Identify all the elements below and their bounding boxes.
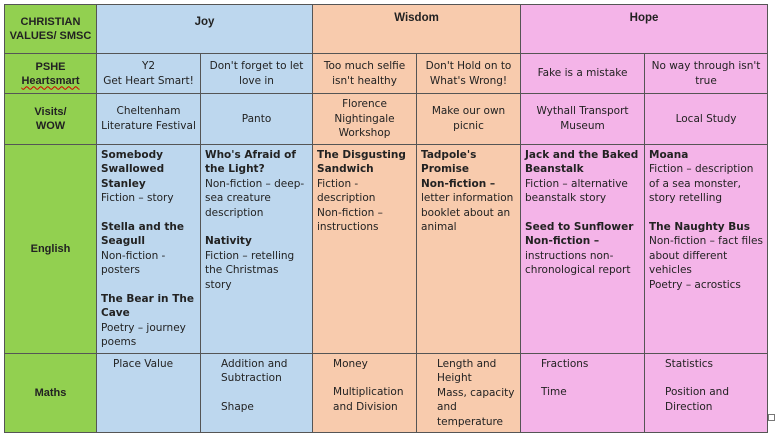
hope-header: Hope bbox=[521, 5, 768, 54]
genre-text: Non-fiction – fact files about different vehicles bbox=[649, 235, 763, 276]
pshe-hope-2: No way through isn't true bbox=[645, 54, 768, 94]
english-label: English bbox=[5, 144, 97, 353]
maths-joy-2 bbox=[201, 353, 313, 433]
maths-label: Maths bbox=[5, 353, 97, 433]
maths-row bbox=[5, 353, 768, 433]
maths-topic: Time bbox=[541, 386, 567, 398]
maths-topic: Addition and Subtraction bbox=[221, 357, 288, 384]
pshe-wisdom-2: Don't Hold on to What's Wrong! bbox=[417, 54, 521, 94]
maths-topic: Position and Direction bbox=[665, 386, 729, 413]
genre-text: Fiction - description bbox=[317, 177, 376, 204]
maths-hope-1 bbox=[521, 353, 645, 433]
table-resize-handle[interactable] bbox=[768, 414, 775, 421]
pshe-row bbox=[5, 54, 768, 94]
header-row bbox=[5, 5, 768, 54]
visits-joy-2: Panto bbox=[201, 94, 313, 145]
visits-hope-1: Wythall Transport Museum bbox=[521, 94, 645, 145]
joy-header: Joy bbox=[97, 5, 313, 54]
pshe-joy-2: Don't forget to let love in bbox=[201, 54, 313, 94]
genre-text: Non-fiction - posters bbox=[101, 249, 166, 276]
corner-line-1: CHRISTIAN bbox=[20, 16, 81, 28]
curriculum-table bbox=[4, 4, 768, 433]
wisdom-header: Wisdom bbox=[313, 5, 521, 54]
maths-topic: Shape bbox=[221, 400, 254, 413]
maths-topic: Fractions bbox=[541, 357, 589, 370]
book-title: Seed to Sunflower Non-fiction – bbox=[525, 220, 634, 247]
genre-text: Non-fiction – deep-sea creature description bbox=[205, 177, 305, 219]
english-joy-2 bbox=[201, 144, 313, 353]
pshe-label-line-2: Heartsmart bbox=[21, 74, 80, 87]
visits-label bbox=[5, 94, 97, 145]
maths-joy-1 bbox=[97, 353, 201, 433]
book-title: Nativity bbox=[205, 235, 252, 247]
pshe-joy-1: Y2 Get Heart Smart! bbox=[97, 54, 201, 94]
genre-text: Fiction – retelling the Christmas story bbox=[205, 249, 295, 291]
visits-wisdom-2: Make our own picnic bbox=[417, 94, 521, 145]
english-row bbox=[5, 144, 768, 353]
genre-text: Non-fiction – instructions bbox=[317, 206, 383, 233]
visits-row bbox=[5, 94, 768, 145]
pshe-label-line-1: PSHE bbox=[35, 60, 66, 73]
book-title: Tadpole's Promise bbox=[421, 148, 477, 175]
book-title: The Disgusting Sandwich bbox=[317, 148, 406, 175]
book-title: Jack and the Baked Beanstalk bbox=[525, 148, 639, 175]
maths-hope-2 bbox=[645, 353, 768, 433]
pshe-label bbox=[5, 54, 97, 94]
genre-text: Poetry – acrostics bbox=[649, 278, 741, 291]
book-title: Moana bbox=[649, 148, 689, 161]
book-title: The Bear in The Cave bbox=[101, 292, 194, 319]
maths-topic: Multiplication and Division bbox=[333, 386, 404, 413]
genre-text: instructions non-chronological report bbox=[525, 249, 631, 276]
book-title: The Naughty Bus bbox=[649, 220, 751, 233]
english-hope-2 bbox=[645, 144, 768, 353]
genre-text: letter information booklet about an animal bbox=[421, 192, 514, 233]
english-wisdom-2 bbox=[417, 144, 521, 353]
english-hope-1 bbox=[521, 144, 645, 353]
maths-topic: Place Value bbox=[113, 357, 174, 370]
genre-text: Fiction – description of a sea monster, story retelling bbox=[649, 163, 754, 204]
maths-topic: Money bbox=[333, 357, 368, 370]
corner-line-2: VALUES/ SMSC bbox=[9, 30, 92, 42]
visits-label-line-1: Visits/ bbox=[34, 105, 67, 118]
book-title: Stella and the Seagull bbox=[101, 220, 184, 247]
maths-wisdom-2 bbox=[417, 353, 521, 433]
maths-topic: Mass, capacity and temperature bbox=[437, 386, 515, 428]
visits-wisdom-1: Florence Nightingale Workshop bbox=[313, 94, 417, 145]
genre-text: Poetry – journey poems bbox=[101, 321, 186, 348]
corner-header bbox=[5, 5, 97, 54]
maths-topic: Length and Height bbox=[437, 357, 497, 384]
genre-text: Fiction – story bbox=[101, 192, 174, 204]
pshe-wisdom-1: Too much selfie isn't healthy bbox=[313, 54, 417, 94]
genre-text: Fiction – alternative beanstalk story bbox=[525, 177, 628, 204]
pshe-hope-1: Fake is a mistake bbox=[521, 54, 645, 94]
maths-topic: Statistics bbox=[665, 357, 714, 370]
english-wisdom-1 bbox=[313, 144, 417, 353]
book-title: Somebody Swallowed Stanley bbox=[101, 148, 165, 190]
book-title: Who's Afraid of the Light? bbox=[205, 148, 296, 175]
english-joy-1 bbox=[97, 144, 201, 353]
visits-label-line-2: WOW bbox=[35, 119, 66, 132]
maths-wisdom-1 bbox=[313, 353, 417, 433]
genre-heading: Non-fiction – bbox=[421, 177, 496, 190]
visits-hope-2: Local Study bbox=[645, 94, 768, 145]
visits-joy-1: Cheltenham Literature Festival bbox=[97, 94, 201, 145]
